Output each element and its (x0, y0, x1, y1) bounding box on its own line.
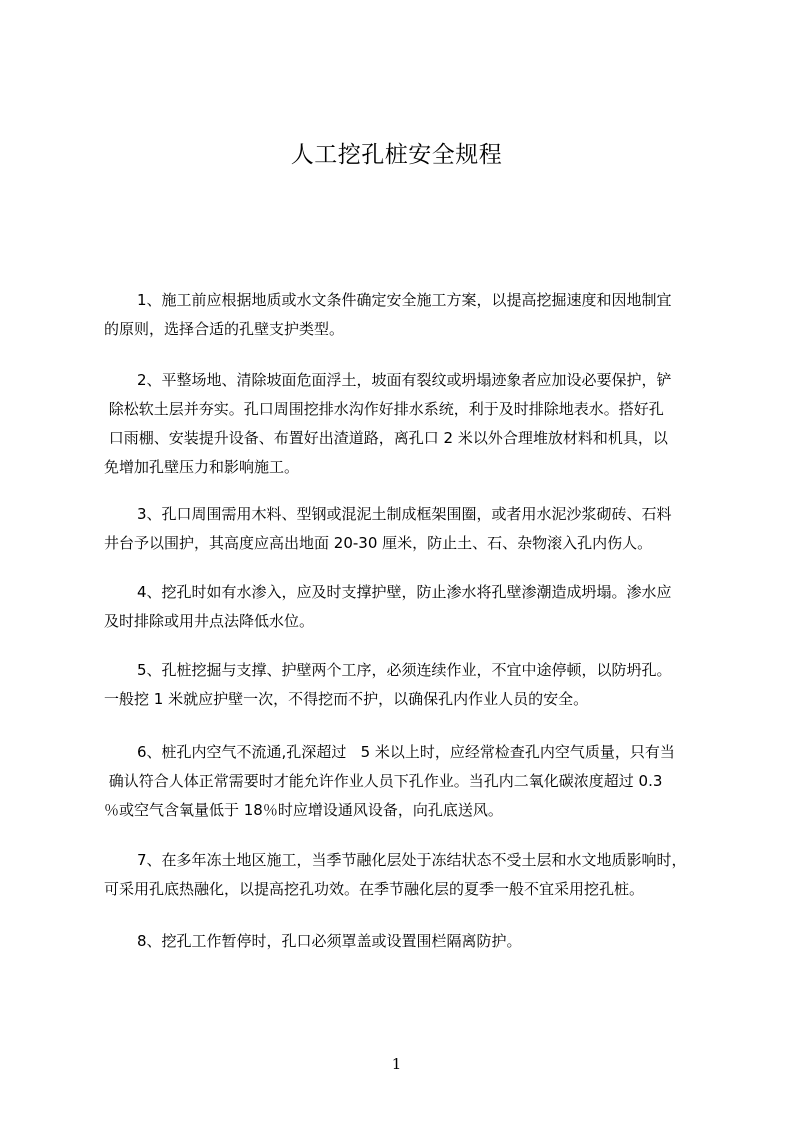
paragraph-line: 可采用孔底热融化，以提高挖孔功效。在季节融化层的夏季一般不宜采用挖孔桩。 (104, 880, 645, 898)
paragraph-line: 4、挖孔时如有水渗入，应及时支撑护壁，防止渗水将孔壁渗潮造成坍塌。渗水应 (137, 583, 672, 601)
paragraph-7 (104, 846, 726, 904)
paragraph-line: 及时排除或用井点法降低水位。 (104, 612, 315, 630)
paragraph-line: 的原则，选择合适的孔壁支护类型。 (104, 320, 345, 338)
paragraph-line: ％或空气含氧量低于 18％时应增设通风设备，向孔底送风。 (104, 801, 503, 819)
paragraph-3 (104, 500, 726, 558)
paragraph-line: 除松软土层并夯实。孔口周围挖排水沟作好排水系统，利于及时排除地表水。搭好孔 (104, 400, 664, 418)
paragraph-line: 2、平整场地、清除坡面危面浮土，坡面有裂纹或坍塌迹象者应加设必要保护，铲 (137, 371, 672, 389)
paragraph-2 (104, 366, 726, 482)
paragraph-5 (104, 656, 726, 714)
paragraph-line: 7、在多年冻土地区施工，当季节融化层处于冻结状态不受土层和水文地质影响时， (137, 851, 687, 869)
paragraph-6 (104, 738, 726, 825)
paragraph-line: 免增加孔壁压力和影响施工。 (104, 458, 300, 476)
paragraph-line: 确认符合人体正常需要时才能允许作业人员下孔作业。当孔内二氧化碳浓度超过 0.3 (104, 772, 663, 790)
page-number: 1 (391, 1055, 402, 1073)
paragraph-line: 一般挖 1 米就应护壁一次，不得挖而不护，以确保孔内作业人员的安全。 (104, 690, 589, 708)
paragraph-1 (104, 286, 726, 344)
paragraph-line: 井台予以围护，其高度应高出地面 20-30 厘米，防止土、石、杂物滚入孔内伤人。 (104, 534, 653, 552)
document-title: 人工挖孔桩安全规程 (290, 142, 503, 168)
paragraph-line: 口雨棚、安装提升设备、布置好出渣道路，离孔口 2 米以外合理堆放材料和机具，以 (104, 429, 668, 447)
paragraph-line: 6、桩孔内空气不流通,孔深超过 5 米以上时，应经常检查孔内空气质量，只有当 (137, 743, 675, 761)
paragraph-4 (104, 578, 726, 636)
paragraph-line: 5、孔桩挖掘与支撑、护壁两个工序，必须连续作业，不宜中途停顿，以防坍孔。 (137, 661, 672, 679)
paragraph-line: 8、挖孔工作暂停时，孔口必须罩盖或设置围栏隔离防护。 (137, 932, 522, 950)
paragraph-line: 1、施工前应根据地质或水文条件确定安全施工方案，以提高挖掘速度和因地制宜 (137, 291, 672, 309)
paragraph-line: 3、孔口周围需用木料、型钢或混泥土制成框架围圈，或者用水泥沙浆砌砖、石料 (137, 505, 672, 523)
paragraph-8 (104, 927, 726, 956)
